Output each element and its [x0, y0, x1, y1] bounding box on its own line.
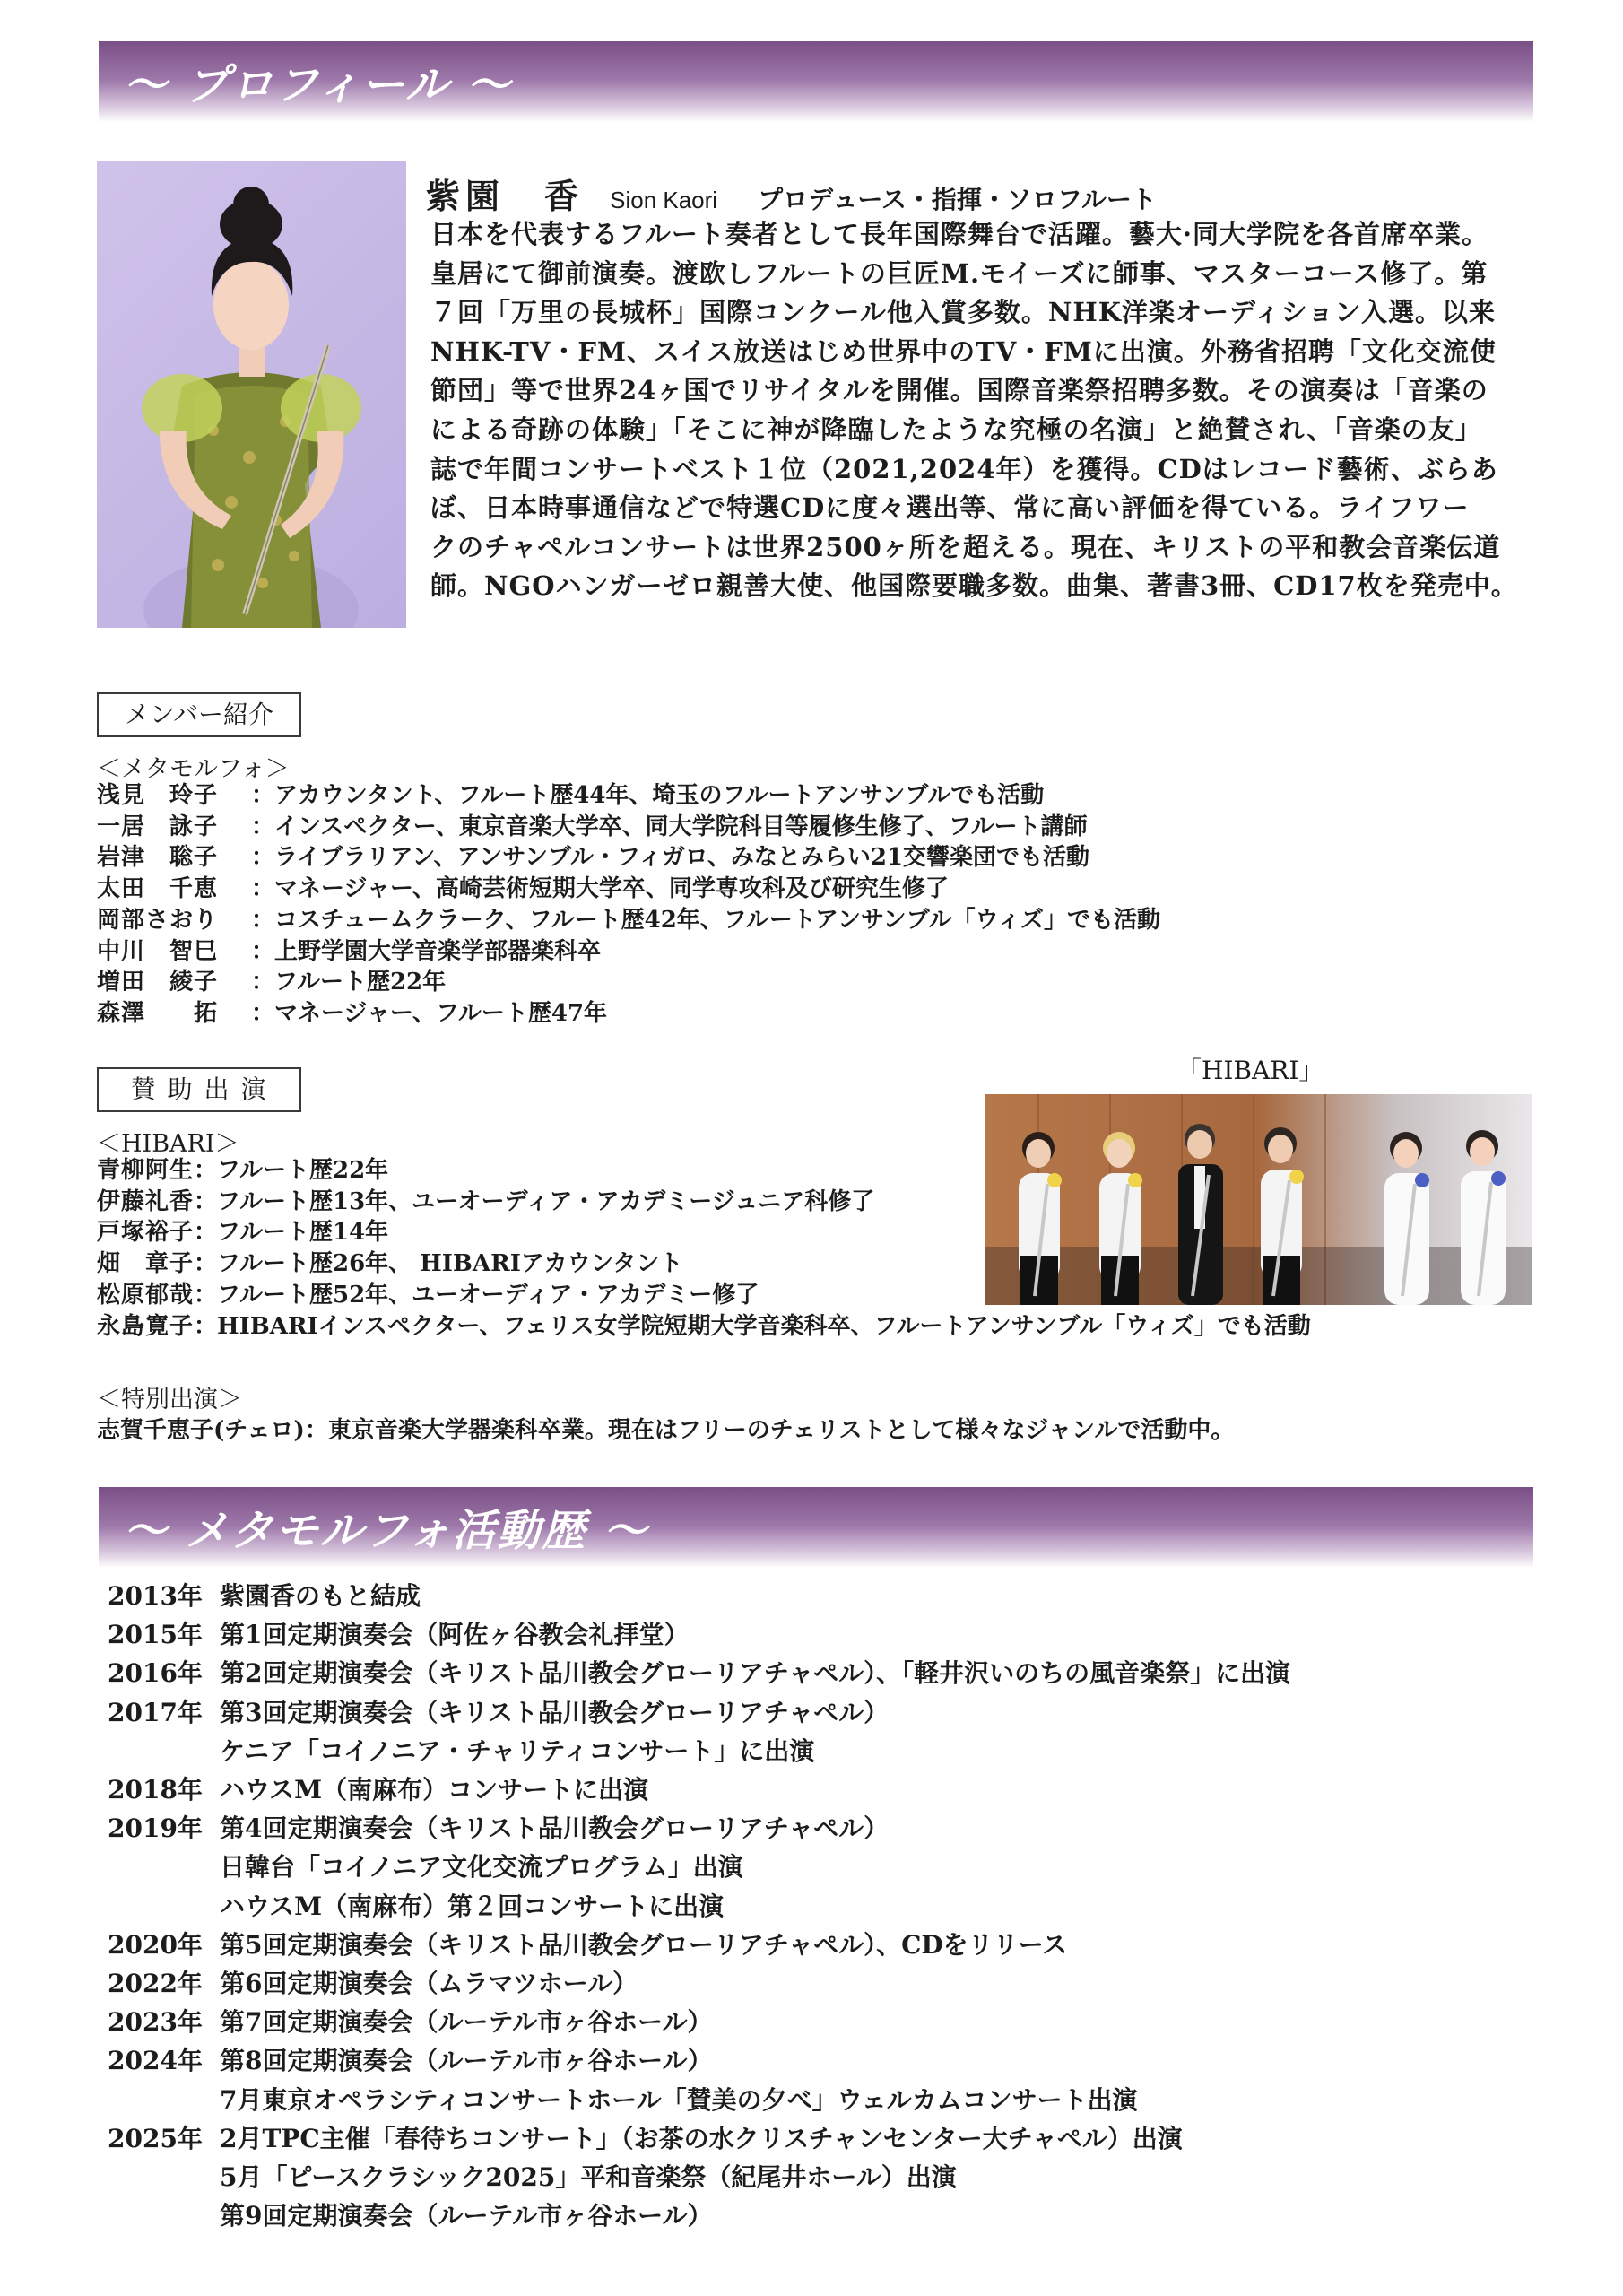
history-row	[108, 1615, 1290, 1654]
hibari-photo-caption: 「HIBARI」	[1176, 1056, 1324, 1085]
portrait-photo	[97, 161, 406, 628]
member-name: 青柳阿生	[97, 1157, 195, 1184]
history-list	[108, 1577, 1290, 2235]
profile-name-line	[426, 169, 1157, 218]
history-year: 2017年	[108, 1697, 203, 1727]
member-name: 岩津 聡子	[97, 844, 219, 872]
history-row	[108, 1926, 1290, 1964]
history-row	[108, 2119, 1290, 2158]
member-name: 中川 智巳	[97, 937, 219, 965]
hibari-group-title: ＜HIBARI＞	[97, 1130, 239, 1158]
member-name: 松原郁哉	[97, 1281, 195, 1309]
list-item	[97, 812, 1160, 843]
profile-role: プロデュース・指揮・ソロフルート	[758, 185, 1157, 214]
member-name: 森澤 拓	[97, 999, 219, 1027]
bio-line: 皇居にて御前演奏。渡欧しフルートの巨匠M.モイーズに師事、マスターコース修了。第	[430, 257, 1488, 289]
bio-line: 師。NGOハンガーゼロ親善大使、他国際要職多数。曲集、著書3冊、CD17枚を発売中。	[430, 570, 1518, 602]
portrait-illustration	[97, 161, 406, 628]
list-item	[97, 1311, 1311, 1343]
history-row	[108, 1770, 1290, 1809]
member-desc: ：フルート歴22年	[251, 969, 447, 996]
history-row	[108, 1809, 1290, 1848]
history-text: 第4回定期演奏会（キリスト品川教会グローリアチャペル）	[220, 1813, 890, 1844]
list-item	[97, 905, 1160, 936]
list-item	[97, 874, 1160, 905]
bio-line: クのチャペルコンサートは世界2500ヶ所を超える。現在、キリストの平和教会音楽伝道	[430, 531, 1501, 562]
member-name: 太田 千恵	[97, 875, 219, 903]
list-item	[97, 1217, 1311, 1248]
history-year: 2015年	[108, 1620, 203, 1650]
list-item	[97, 780, 1160, 812]
member-desc: ：フルート歴52年、ユーオーディア・アカデミー修了	[194, 1281, 759, 1309]
profile-name-jp: 紫園 香	[426, 176, 585, 216]
bio-line: ７回「万里の長城杯」国際コンクール他入賞多数。NHK洋楽オーディション入選。以来	[430, 297, 1497, 328]
history-row	[108, 2158, 1290, 2196]
history-row	[108, 1887, 1290, 1926]
list-item	[97, 842, 1160, 874]
history-year: 2020年	[108, 1929, 203, 1960]
history-row	[108, 1654, 1290, 1692]
members-label: メンバー紹介	[97, 692, 301, 737]
member-desc: ：インスペクター、東京音楽大学卒、同大学院科目等履修生修了、フルート講師	[251, 813, 1088, 840]
history-text: 第5回定期演奏会（キリスト品川教会グローリアチャペル）、CDをリリース	[220, 1929, 1068, 1960]
list-item	[97, 936, 1160, 968]
history-text: 第8回定期演奏会（ルーテル市ヶ谷ホール）	[220, 2046, 713, 2076]
history-text: ハウスM（南麻布）第２回コンサートに出演	[220, 1891, 725, 1921]
history-row	[108, 1732, 1290, 1770]
profile-banner	[99, 41, 1533, 122]
history-year	[108, 1848, 220, 1886]
member-name: 伊藤礼香	[97, 1187, 195, 1215]
history-row	[108, 1848, 1290, 1886]
history-text: 第7回定期演奏会（ルーテル市ヶ谷ホール）	[220, 2007, 713, 2038]
list-item	[97, 998, 1160, 1030]
history-row	[108, 2196, 1290, 2235]
history-year: 2023年	[108, 2007, 203, 2038]
member-desc: ：マネージャー、高崎芸術短期大学卒、同学専攻科及び研究生修了	[251, 875, 949, 903]
history-text: 5月「ピースクラシック2025」平和音楽祭（紀尾井ホール）出演	[220, 2162, 957, 2193]
member-desc: ：上野学園大学音楽学部器楽科卒	[251, 937, 602, 965]
member-list	[97, 780, 1160, 1030]
member-desc: ：マネージャー、フルート歴47年	[251, 999, 608, 1027]
support-label: 賛 助 出 演	[97, 1067, 301, 1112]
history-row	[108, 1693, 1290, 1732]
member-name: 浅見 玲子	[97, 782, 219, 809]
history-text: 7月東京オペラシティコンサートホール「賛美の夕べ」ウェルカムコンサート出演	[220, 2084, 1138, 2115]
member-desc: ：アカウンタント、フルート歴44年、埼玉のフルートアンサンブルでも活動	[251, 782, 1045, 809]
history-year	[108, 1732, 220, 1770]
members-group-title: ＜メタモルフォ＞	[97, 755, 290, 783]
history-banner-title: ～ メタモルフォ活動歴 ～	[124, 1506, 649, 1556]
member-desc: ：フルート歴26年、 HIBARIアカウンタント	[194, 1250, 683, 1278]
bio-line: 日本を代表するフルート奏者として長年国際舞台で活躍。藝大·同大学院を各首席卒業。	[430, 219, 1488, 249]
profile-name-en: Sion Kaori	[610, 187, 718, 213]
member-desc: ：フルート歴14年	[194, 1219, 389, 1247]
history-year	[108, 2158, 220, 2196]
history-text: ハウスM（南麻布）コンサートに出演	[220, 1775, 649, 1805]
member-desc: ：フルート歴22年	[194, 1157, 389, 1184]
history-year: 2025年	[108, 2123, 203, 2153]
list-item	[97, 1187, 1311, 1218]
history-text: 日韓台「コイノニア文化交流プログラム」出演	[220, 1852, 743, 1883]
history-year	[108, 2196, 220, 2235]
member-desc: ：コスチュームクラーク、フルート歴42年、フルートアンサンブル「ウィズ」でも活動	[251, 906, 1161, 934]
member-desc: ：ライブラリアン、アンサンブル・フィガロ、みなとみらい21交響楽団でも活動	[251, 844, 1090, 872]
member-desc: ：HIBARIインスペクター、フェリス女学院短期大学音楽科卒、フルートアンサンブル「ウィズ」でも活動	[194, 1312, 1311, 1340]
history-banner	[99, 1487, 1533, 1568]
bio-line: ぼ、日本時事通信などで特選CDに度々選出等、常に高い評価を得ている。ライフワー	[430, 492, 1470, 524]
history-row	[108, 2003, 1290, 2041]
history-year	[108, 2081, 220, 2119]
list-item	[97, 1248, 1311, 1280]
member-name: 増田 綾子	[97, 969, 219, 996]
history-year: 2024年	[108, 2046, 203, 2076]
member-desc: ：フルート歴13年、ユーオーディア・アカデミージュニア科修了	[194, 1187, 875, 1215]
member-name: 畑 章子	[97, 1250, 195, 1278]
bio-line: 誌で年間コンサートベスト１位（2021,2024年）を獲得。CDはレコード藝術、ぶらあ	[430, 453, 1498, 484]
profile-banner-title: ～ プロフィール ～	[124, 60, 512, 110]
history-text: 第9回定期演奏会（ルーテル市ヶ谷ホール）	[220, 2201, 713, 2231]
history-text: 第3回定期演奏会（キリスト品川教会グローリアチャペル）	[220, 1697, 890, 1727]
list-item	[97, 1155, 1311, 1187]
history-row	[108, 1964, 1290, 2003]
bio-line: NHK-TV・FM、スイス放送はじめ世界中のTV・FMに出演。外務省招聘「文化交流使	[430, 335, 1497, 367]
history-year: 2022年	[108, 1969, 203, 1999]
history-row	[108, 1577, 1290, 1615]
history-text: 2月TPC主催「春待ちコンサート」（お茶の水クリスチャンセンター大チャペル）出演	[220, 2123, 1183, 2153]
history-text: 紫園香のもと結成	[220, 1581, 421, 1611]
history-year: 2013年	[108, 1581, 203, 1611]
history-row	[108, 2041, 1290, 2080]
history-row	[108, 2081, 1290, 2119]
member-name: 一居 詠子	[97, 813, 219, 840]
bio-line: による奇跡の体験」「そこに神が降臨したような究極の名演」と絶賛され、「音楽の友」	[430, 413, 1482, 445]
bio-line: 節団」等で世界24ヶ国でリサイタルを開催。国際音楽祭招聘多数。その演奏は「音楽の	[430, 375, 1488, 406]
member-name: 岡部さおり	[97, 906, 219, 934]
history-text: 第6回定期演奏会（ムラマツホール）	[220, 1969, 638, 1999]
history-text: ケニア「コイノニア・チャリティコンサート」に出演	[220, 1735, 815, 1766]
list-item	[97, 1280, 1311, 1311]
history-year: 2016年	[108, 1658, 203, 1689]
list-item	[97, 967, 1160, 998]
special-title: ＜特別出演＞	[97, 1386, 242, 1413]
history-year	[108, 1887, 220, 1926]
hibari-member-list	[97, 1155, 1311, 1342]
special-guest-line: 志賀千恵子(チェロ)：東京音楽大学器楽科卒業。現在はフリーのチェリストとして様々なジャンルで活動中。	[97, 1417, 1235, 1444]
history-text: 第1回定期演奏会（阿佐ヶ谷教会礼拝堂）	[220, 1620, 690, 1650]
history-year: 2018年	[108, 1775, 203, 1805]
history-text: 第2回定期演奏会（キリスト品川教会グローリアチャペル）、「軽井沢いのちの風音楽祭」に出演	[220, 1658, 1291, 1689]
history-year: 2019年	[108, 1813, 203, 1844]
member-name: 戸塚裕子	[97, 1219, 195, 1247]
member-name: 永島寛子	[97, 1312, 195, 1340]
profile-bio	[430, 215, 1524, 606]
